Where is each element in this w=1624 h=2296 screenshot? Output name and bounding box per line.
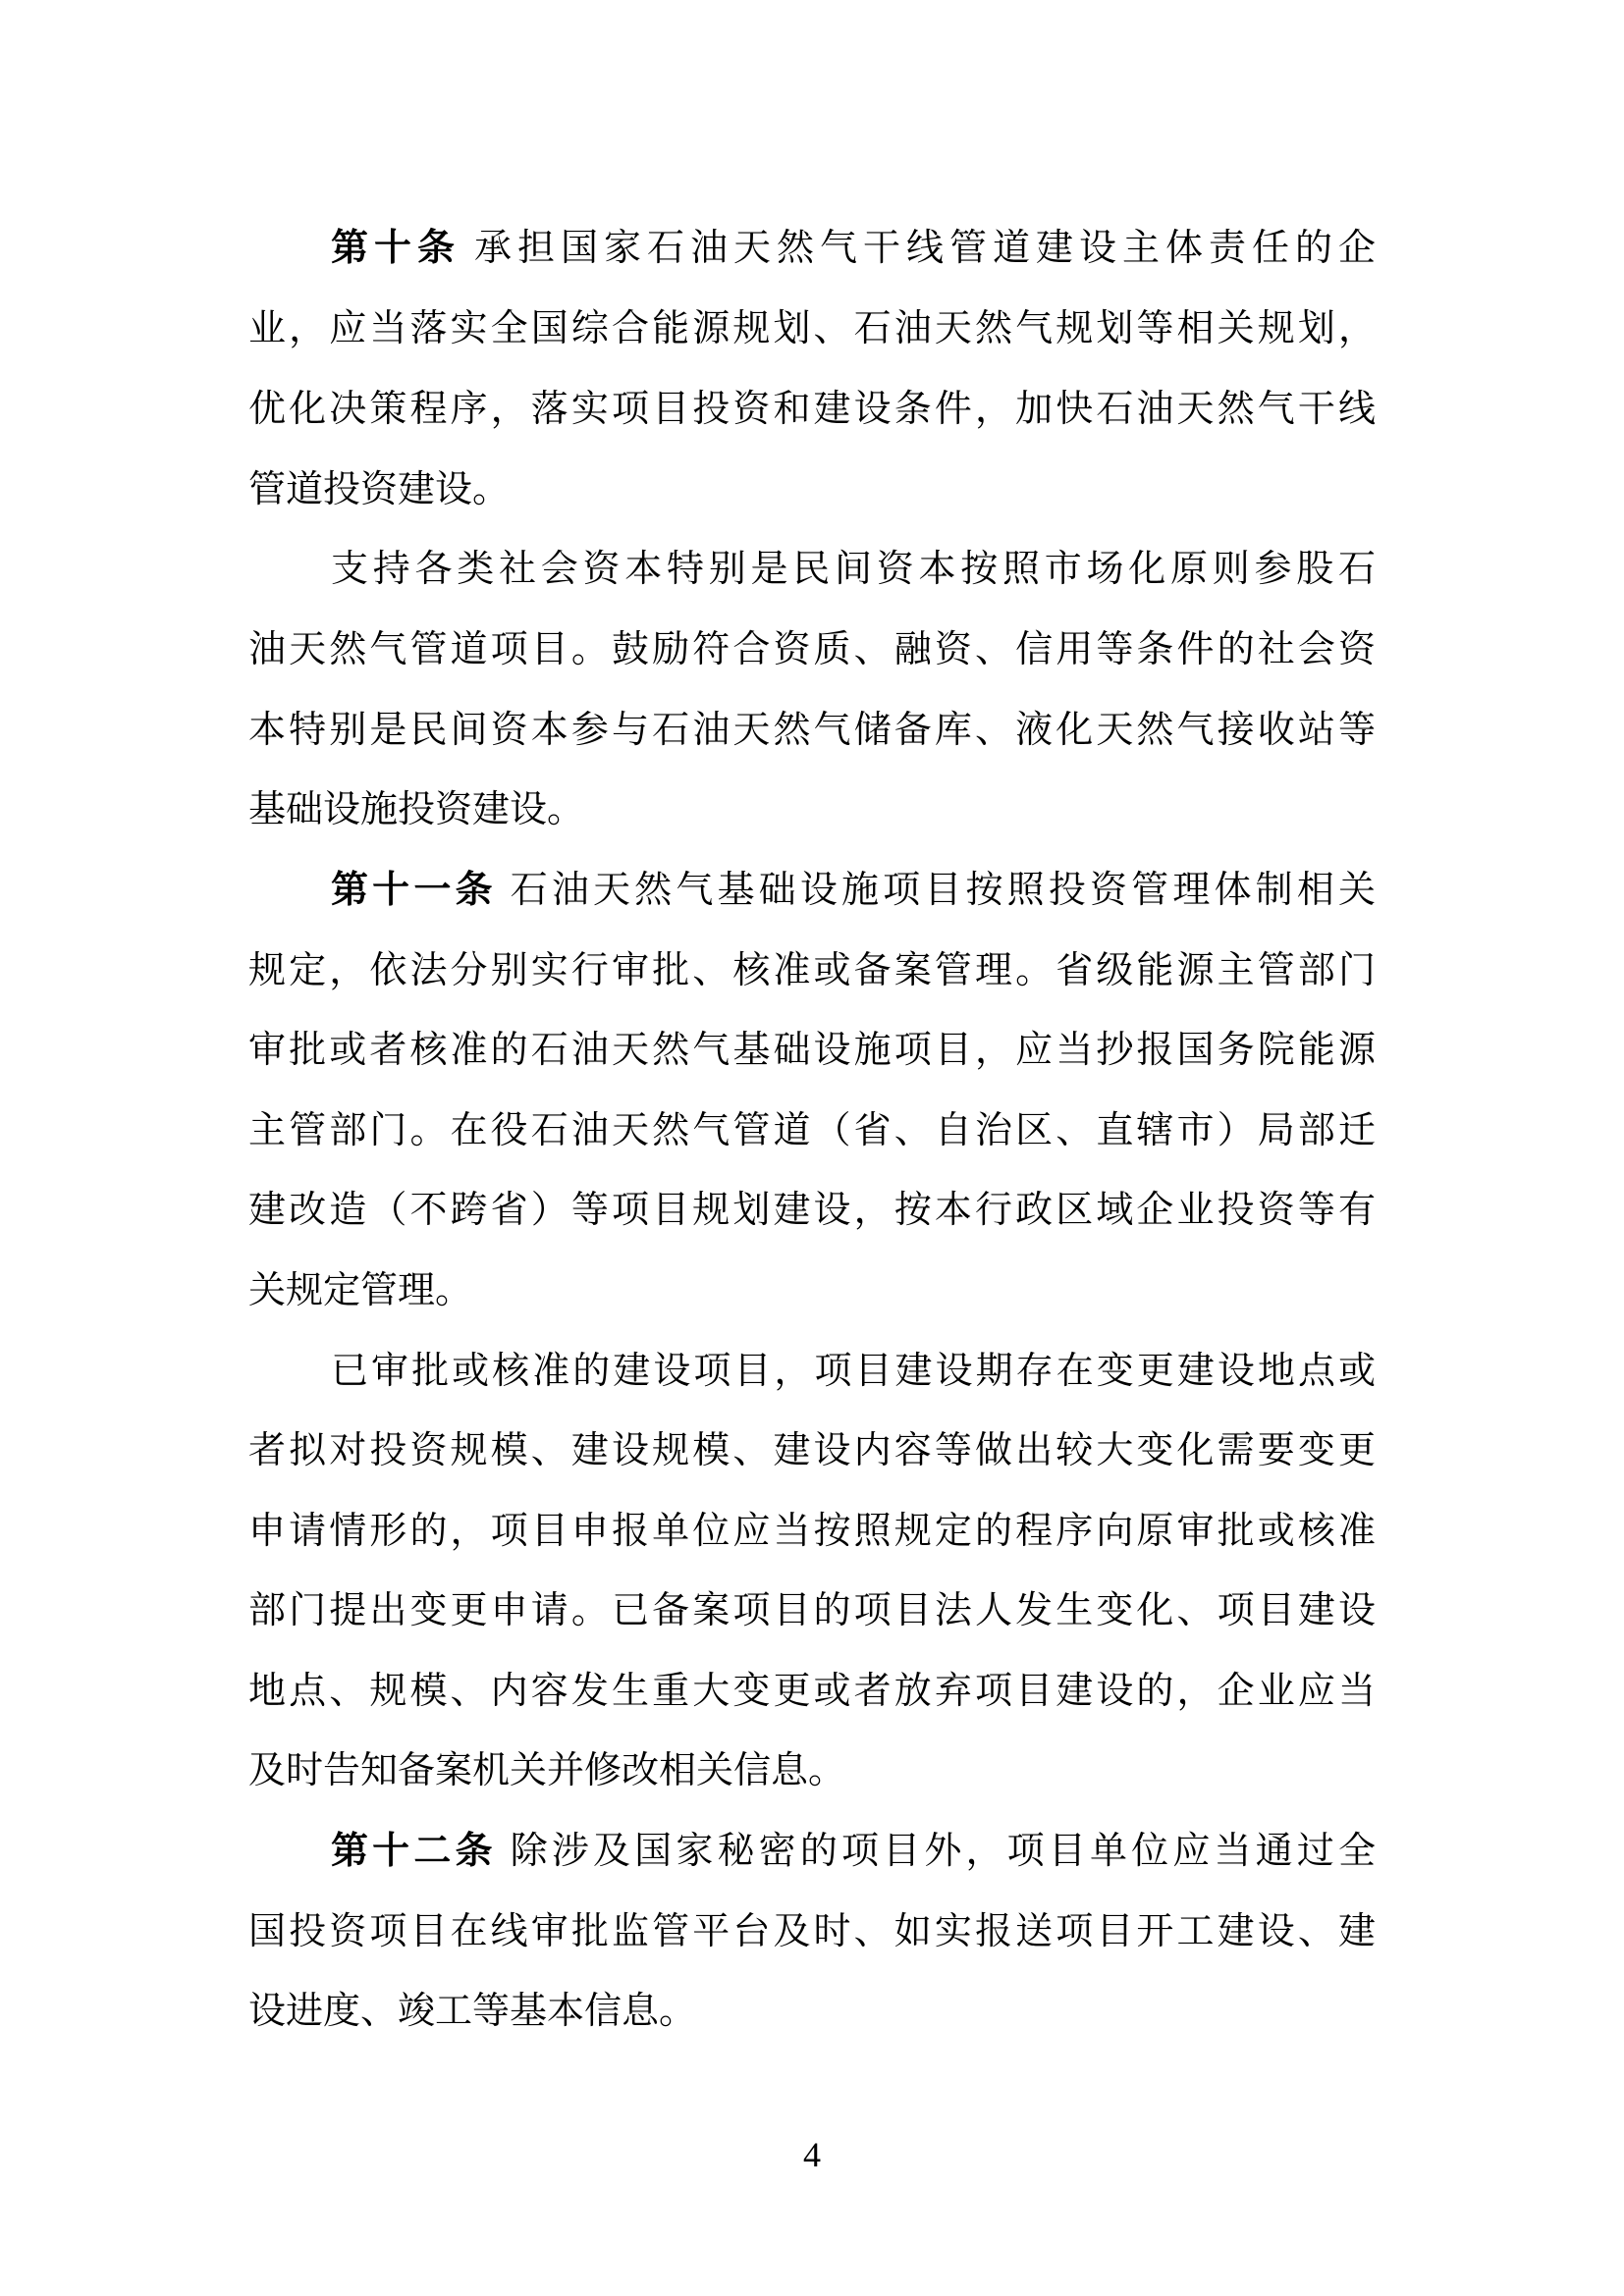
- page-number: 4: [803, 2135, 821, 2174]
- article-10-line-4: 管道投资建设。: [248, 467, 511, 510]
- article-11-line-5: 建改造（不跨省）等项目规划建设，按本行政区域企业投资等有: [248, 1188, 1376, 1231]
- article-12-line-2: 国投资项目在线审批监管平台及时、如实报送项目开工建设、建: [248, 1909, 1376, 1952]
- article-10-line-3: 优化决策程序，落实项目投资和建设条件，加快石油天然气干线: [248, 387, 1376, 430]
- article-heading: 第十一条: [331, 868, 497, 911]
- article-11-p2-line-3: 申请情形的，项目申报单位应当按照规定的程序向原审批或核准: [248, 1509, 1376, 1552]
- article-11-p2-line-6: 及时告知备案机关并修改相关信息。: [248, 1748, 846, 1791]
- article-heading: 第十条: [331, 226, 460, 269]
- article-11-p2-line-1: 已审批或核准的建设项目，项目建设期存在变更建设地点或: [331, 1349, 1376, 1392]
- text-line: 承担国家石油天然气干线管道建设主体责任的企: [474, 226, 1376, 269]
- text-line: 石油天然气基础设施项目按照投资管理体制相关: [510, 868, 1376, 911]
- article-10-line-1: [331, 226, 1376, 269]
- article-10-p2-line-1: 支持各类社会资本特别是民间资本按照市场化原则参股石: [331, 547, 1376, 590]
- article-11-line-3: 审批或者核准的石油天然气基础设施项目，应当抄报国务院能源: [248, 1028, 1376, 1071]
- article-11-line-4: 主管部门。在役石油天然气管道（省、自治区、直辖市）局部迁: [248, 1108, 1376, 1151]
- article-11-p2-line-2: 者拟对投资规模、建设规模、建设内容等做出较大变化需要变更: [248, 1428, 1376, 1471]
- article-10-p2-line-2: 油天然气管道项目。鼓励符合资质、融资、信用等条件的社会资: [248, 627, 1376, 670]
- article-11-line-1: [331, 868, 1376, 911]
- article-10-line-2: 业，应当落实全国综合能源规划、石油天然气规划等相关规划，: [248, 306, 1376, 349]
- article-11-p2-line-4: 部门提出变更申请。已备案项目的项目法人发生变化、项目建设: [248, 1588, 1376, 1631]
- article-heading: 第十二条: [331, 1829, 497, 1872]
- article-10-p2-line-4: 基础设施投资建设。: [248, 787, 585, 830]
- article-10-p2-line-3: 本特别是民间资本参与石油天然气储备库、液化天然气接收站等: [248, 708, 1376, 751]
- article-12-line-3: 设进度、竣工等基本信息。: [248, 1989, 697, 2032]
- article-12-line-1: [331, 1829, 1376, 1872]
- text-line: 除涉及国家秘密的项目外，项目单位应当通过全: [510, 1829, 1376, 1872]
- article-11-line-6: 关规定管理。: [248, 1268, 473, 1311]
- article-11-line-2: 规定，依法分别实行审批、核准或备案管理。省级能源主管部门: [248, 948, 1376, 991]
- article-11-p2-line-5: 地点、规模、内容发生重大变更或者放弃项目建设的，企业应当: [248, 1669, 1376, 1712]
